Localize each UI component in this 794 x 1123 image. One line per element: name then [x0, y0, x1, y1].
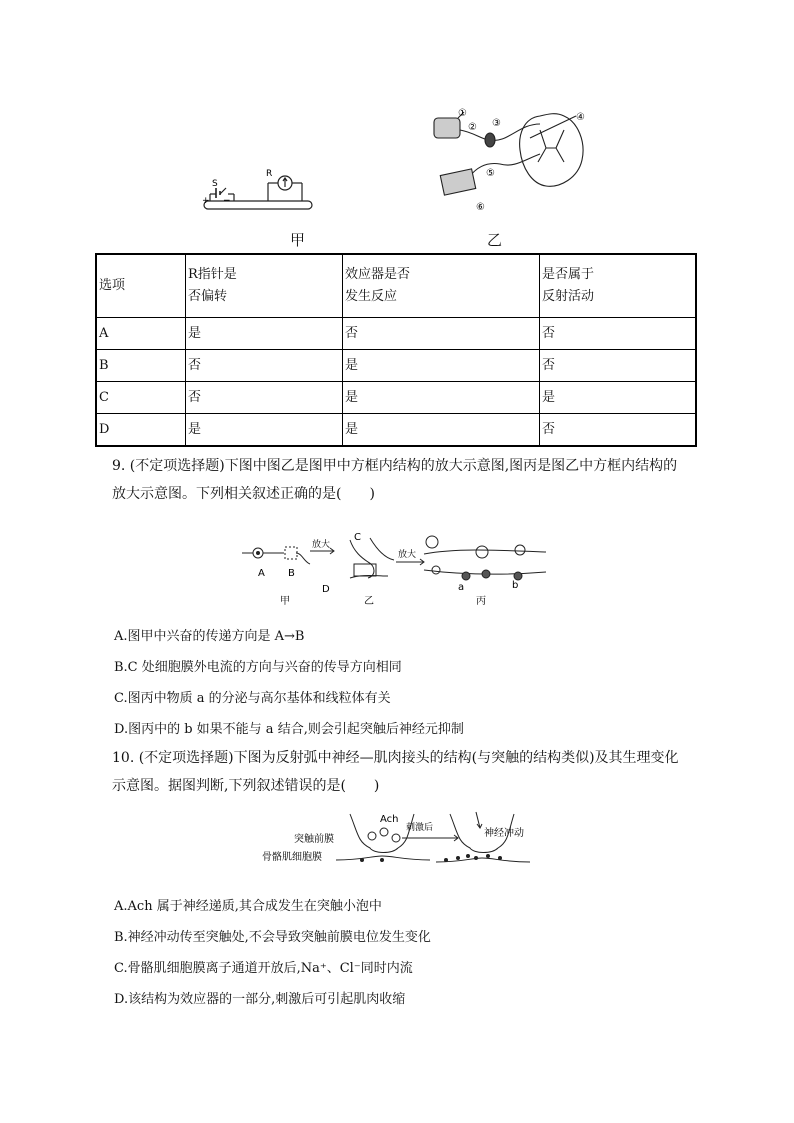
table-cell: B	[96, 350, 186, 382]
table-cell: C	[96, 382, 186, 414]
effector-muscle	[440, 169, 475, 195]
q10-label-presyn: 突触前膜	[294, 834, 334, 845]
q9-zoom-label-1: 放大	[312, 540, 331, 550]
q10-option-a: A.Ach 属于神经递质,其合成发生在突触小泡中	[114, 899, 382, 914]
marker-4: ④	[576, 112, 585, 123]
table-cell: 是	[186, 318, 343, 350]
receptor-skin	[434, 118, 460, 138]
minus-sign: −	[223, 196, 231, 206]
header-option: 选项	[96, 254, 186, 318]
figure-jia-circuit	[196, 164, 320, 216]
table-cell: 否	[540, 414, 697, 447]
table-header-row	[96, 254, 696, 318]
q9-option-a: A.图甲中兴奋的传递方向是 A→B	[114, 629, 305, 644]
resistor-label: R	[266, 169, 273, 179]
nerve-fiber	[204, 201, 312, 209]
spinal-cord	[520, 114, 583, 187]
q9-label-A: A	[258, 568, 265, 579]
figure-yi-reflex-arc	[428, 104, 602, 214]
header-reflex: 是否属于 反射活动	[540, 254, 697, 318]
q9-stem-line1: 9. (不定项选择题)下图中图乙是图甲中方框内结构的放大示意图,图丙是图乙中方框内结构的	[112, 458, 678, 474]
q9-option-d: D.图丙中的 b 如果不能与 a 结合,则会引起突触后神经元抑制	[114, 722, 464, 737]
q9-label-C: C	[354, 532, 361, 543]
q10-stem-line1: 10. (不定项选择题)下图为反射弧中神经—肌肉接头的结构(与突触的结构类似)及其生理变化	[112, 750, 679, 766]
table-cell: 是	[343, 414, 540, 447]
marker-6: ⑥	[476, 202, 485, 213]
q9-option-c: C.图丙中物质 a 的分泌与高尔基体和线粒体有关	[114, 691, 391, 706]
q9-stem-line2: 放大示意图。下列相关叙述正确的是( )	[112, 486, 375, 502]
table-cell: 否	[540, 318, 697, 350]
q9-label-b: b	[512, 580, 519, 591]
header-effector: 效应器是否 发生反应	[343, 254, 540, 318]
q9-label-B: B	[288, 568, 295, 579]
table-cell: 否	[186, 350, 343, 382]
table-cell: 否	[186, 382, 343, 414]
q10-option-b: B.神经冲动传至突触处,不会导致突触前膜电位发生变化	[114, 930, 431, 945]
table-cell: 否	[343, 318, 540, 350]
plus-sign: +	[202, 196, 210, 206]
table-row	[96, 350, 696, 382]
table-cell: 是	[343, 350, 540, 382]
marker-2: ②	[468, 122, 477, 133]
options-table	[95, 253, 697, 447]
q10-label-muscle: 骨骼肌细胞膜	[262, 852, 322, 863]
q9-figure	[236, 528, 556, 608]
marker-3: ③	[492, 118, 501, 129]
table-row	[96, 318, 696, 350]
figure-yi-caption: 乙	[487, 231, 503, 249]
table-cell: 否	[540, 350, 697, 382]
q9-label-D: D	[322, 584, 330, 595]
q10-option-c: C.骨骼肌细胞膜离子通道开放后,Na⁺、Cl⁻同时内流	[114, 961, 413, 976]
figure-jia-caption: 甲	[290, 231, 306, 249]
q10-label-ach: Ach	[380, 814, 399, 825]
q9-caption-yi: 乙	[364, 596, 374, 607]
q9-caption-bing: 丙	[476, 596, 486, 607]
table-cell: 是	[540, 382, 697, 414]
q10-label-impulse: 神经冲动	[484, 828, 524, 839]
q10-stem	[112, 744, 702, 800]
q10-figure	[262, 808, 544, 878]
q9-caption-jia: 甲	[280, 596, 290, 607]
table-cell: 是	[343, 382, 540, 414]
q10-stem-line2: 示意图。据图判断,下列叙述错误的是( )	[112, 778, 380, 794]
header-r-pointer: R指针是 否偏转	[186, 254, 343, 318]
q9-option-b: B.C 处细胞膜外电流的方向与兴奋的传导方向相同	[114, 660, 402, 675]
table-cell: 是	[186, 414, 343, 447]
q9-label-a: a	[458, 582, 465, 593]
table-row	[96, 414, 696, 447]
table-cell: D	[96, 414, 186, 447]
q9-stem	[112, 452, 702, 508]
q9-zoom-label-2: 放大	[398, 550, 417, 560]
q10-option-d: D.该结构为效应器的一部分,刺激后可引起肌肉收缩	[114, 992, 406, 1007]
q10-label-after: 刺激后	[406, 823, 434, 833]
marker-5: ⑤	[486, 168, 495, 179]
marker-1: ①	[458, 108, 467, 119]
switch-label: S	[212, 179, 218, 189]
table-cell: A	[96, 318, 186, 350]
q9-zoom-box-a	[285, 547, 297, 559]
table-row	[96, 382, 696, 414]
